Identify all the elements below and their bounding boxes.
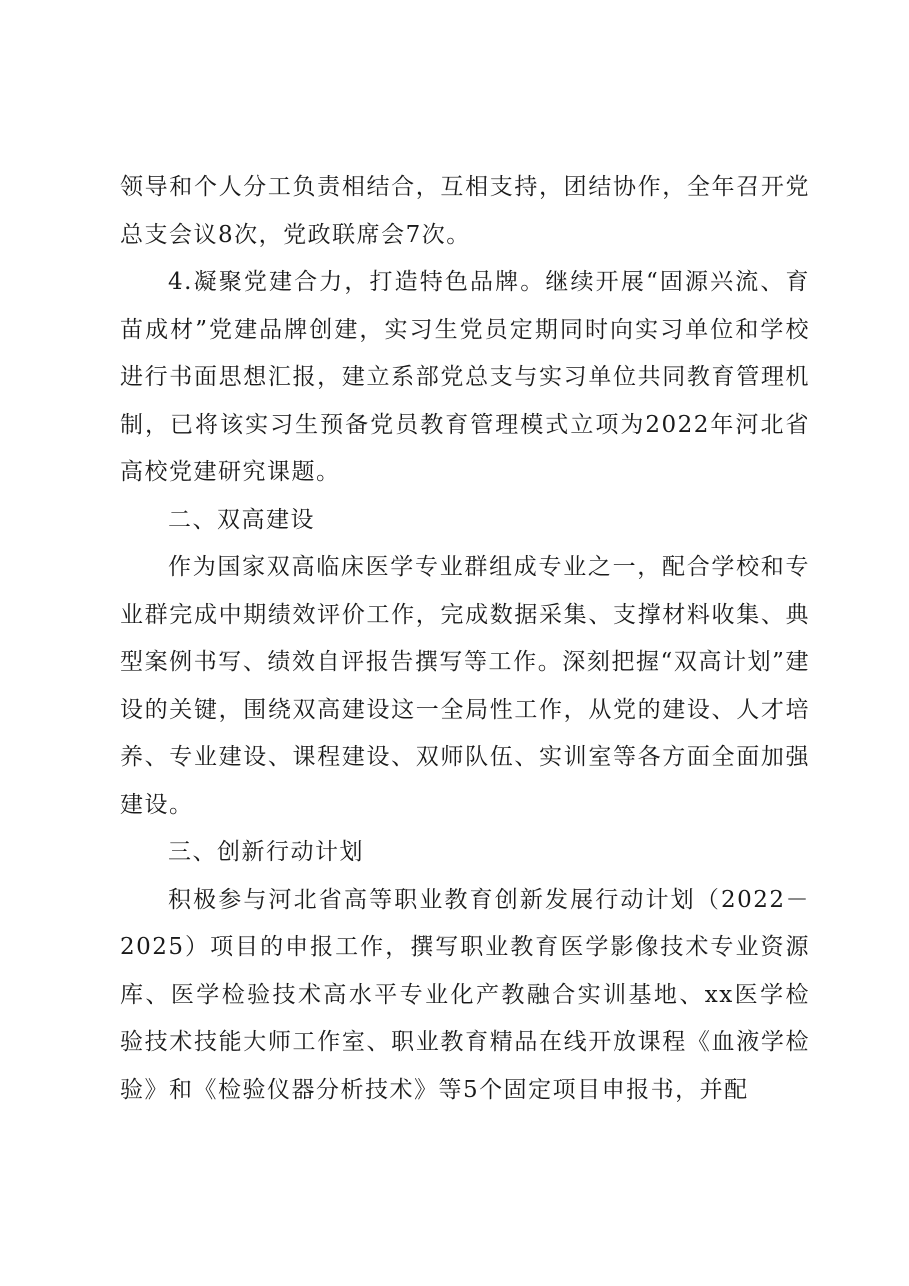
paragraph-double-high: 作为国家双高临床医学专业群组成专业之一，配合学校和专业群完成中期绩效评价工作，完成数据采集、支撑材料收集、典型案例书写、绩效自评报告撰写等工作。深刻把握“双高计划”建设的关键，围绕双高建设这一全局性工作，从党的建设、人才培养、专业建设、课程建设、双师队伍、实训室等各方面全面加强建设。: [120, 554, 810, 818]
document-body: [120, 164, 810, 1114]
paragraph-innovation-plan: 积极参与河北省高等职业教育创新发展行动计划（2022－2025）项目的申报工作，撰写职业教育医学影像技术专业资源库、医学检验技术高水平专业化产教融合实训基地、xx医学检验技术技能大师工作室、职业教育精品在线开放课程《血液学检验》和《检验仪器分析技术》等5个固定项目申报书，并配: [120, 886, 810, 1103]
section-heading-double-high: 二、双高建设: [168, 506, 315, 533]
paragraph-party-brand: 4.凝聚党建合力，打造特色品牌。继续开展“固源兴流、育苗成材”党建品牌创建，实习生党员定期同时向实习单位和学校进行书面思想汇报，建立系部党总支与实习单位共同教育管理机制，已将该实习生预备党员教育管理模式立项为2022年河北省高校党建研究课题。: [120, 269, 810, 485]
paragraph-party-meetings: 领导和个人分工负责相结合，互相支持，团结协作，全年召开党总支会议8次，党政联席会7次。: [120, 174, 810, 248]
section-heading-innovation-plan: 三、创新行动计划: [168, 839, 364, 865]
